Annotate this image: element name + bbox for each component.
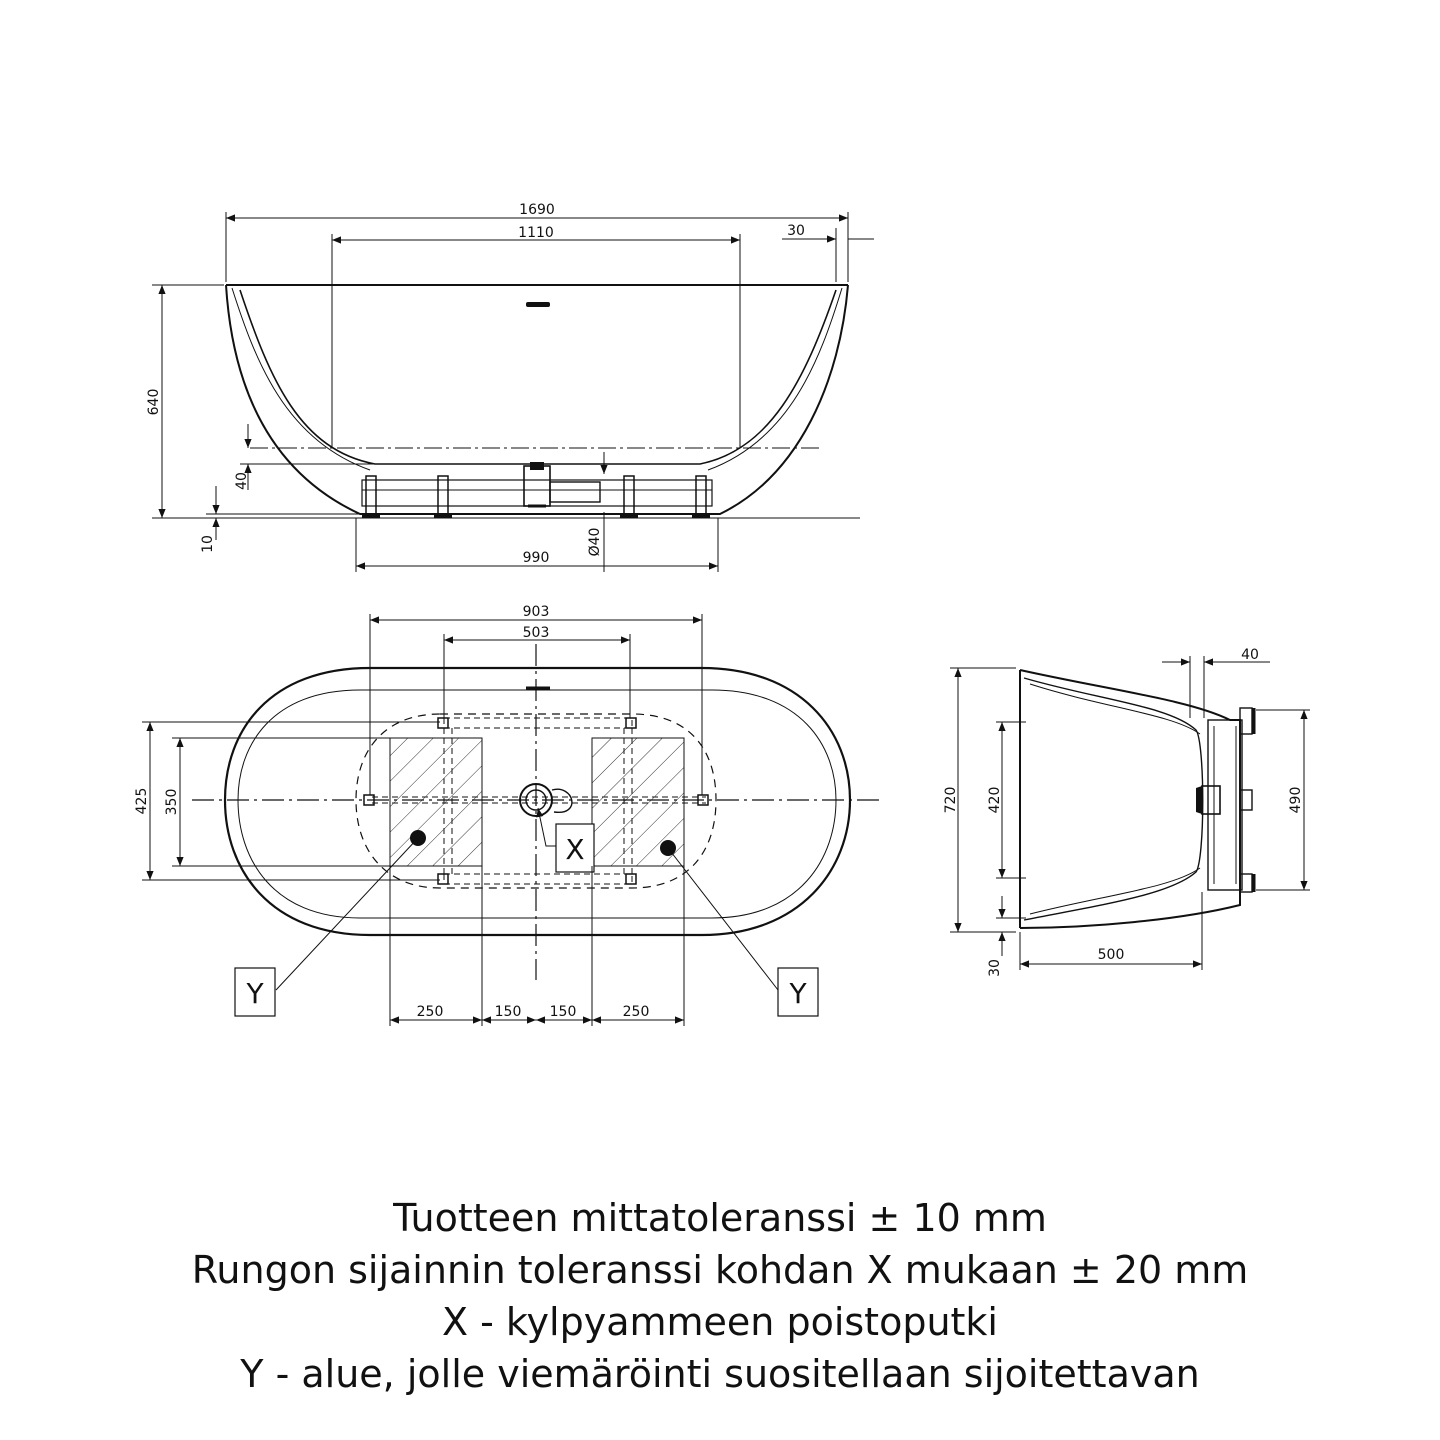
x-label: X <box>565 833 585 866</box>
dim-feet-span: 990 <box>522 550 550 566</box>
dim-side-height: 640 <box>146 388 162 416</box>
dim-inner-height: 420 <box>987 786 1003 814</box>
dim-floor-clearance: 10 <box>200 535 216 553</box>
dim-end-height: 720 <box>943 786 959 814</box>
dim-inner-length: 1110 <box>518 225 554 241</box>
dim-zone-2: 150 <box>494 1004 522 1020</box>
dim-zone-4: 250 <box>622 1004 650 1020</box>
note-frame-tolerance: Rungon sijainnin toleranssi kohdan X mukaan ± 20 mm <box>191 1248 1249 1292</box>
top-view <box>192 644 880 980</box>
dim-rim-overhang: 30 <box>787 223 805 239</box>
dim-bottom-thickness: 40 <box>234 472 250 490</box>
dim-width-inner: 350 <box>164 788 180 816</box>
y-label-right: Y <box>789 977 807 1010</box>
note-y-definition: Y - alue, jolle viemäröinti suositellaan sijoitettavan <box>240 1352 1200 1396</box>
dim-overall-length: 1690 <box>519 202 555 218</box>
note-dimension-tolerance: Tuotteen mittatoleranssi ± 10 mm <box>393 1196 1047 1240</box>
dim-frame-length: 903 <box>522 604 550 620</box>
side-view <box>160 285 860 518</box>
dim-rim-offset: 40 <box>1241 647 1259 663</box>
dim-frame-inner-length: 503 <box>522 625 550 641</box>
note-x-definition: X - kylpyammeen poistoputki <box>442 1300 998 1344</box>
y-label-left: Y <box>246 977 264 1010</box>
dim-depth: 500 <box>1097 947 1125 963</box>
notes-block <box>0 1192 1440 1400</box>
dim-drain-diameter: Ø40 <box>587 527 603 557</box>
dim-bottom-rim: 30 <box>987 959 1003 977</box>
dim-zone-3: 150 <box>549 1004 577 1020</box>
dim-width-outer: 425 <box>134 787 150 815</box>
end-view <box>1020 670 1254 928</box>
dim-zone-1: 250 <box>416 1004 444 1020</box>
dim-leg-height: 490 <box>1288 786 1304 814</box>
